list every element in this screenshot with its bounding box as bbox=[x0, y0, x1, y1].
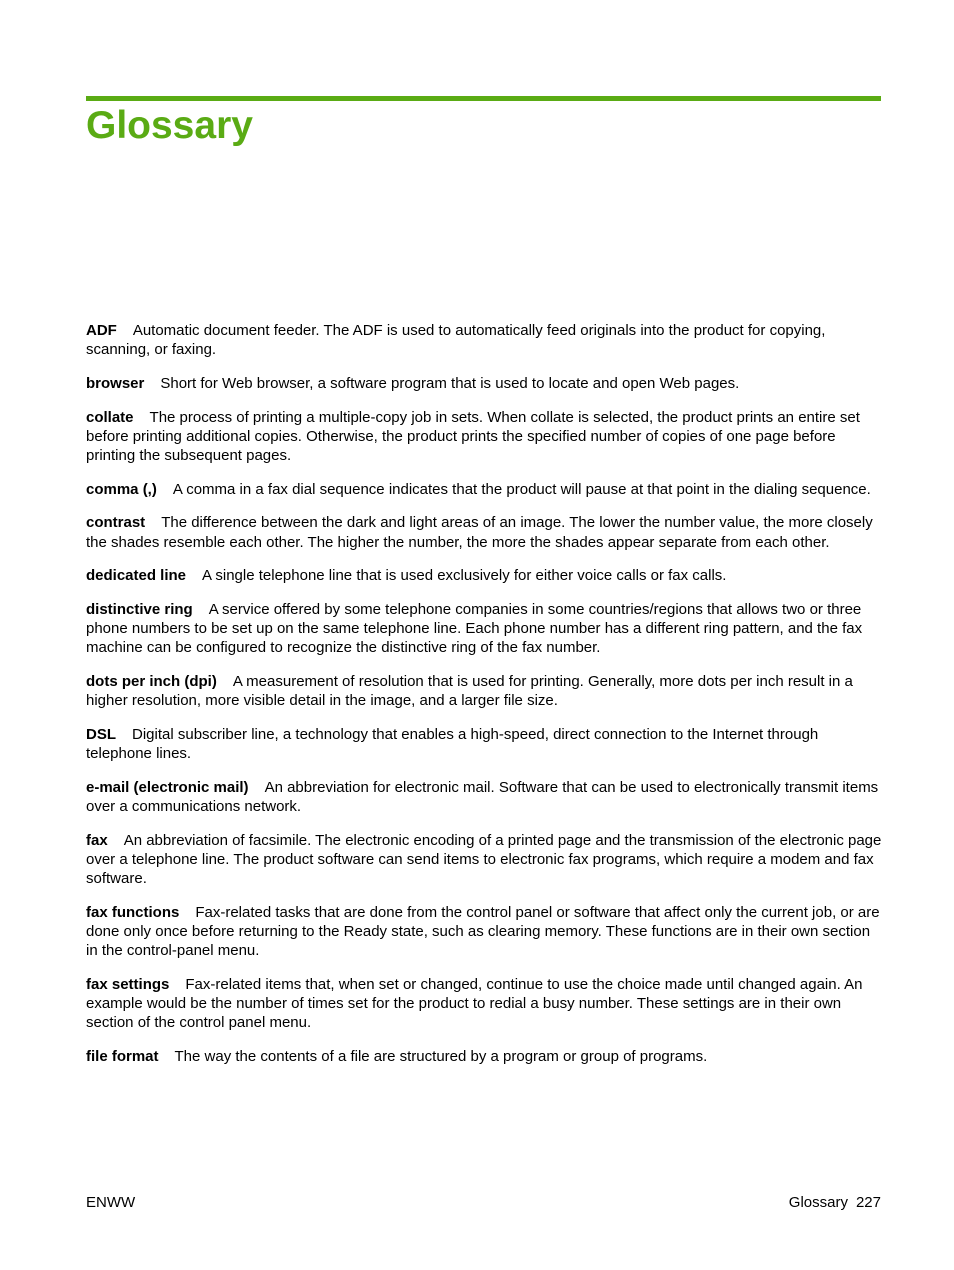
glossary-term: collate bbox=[86, 408, 134, 426]
glossary-term: ADF bbox=[86, 322, 117, 339]
glossary-entry bbox=[86, 725, 883, 763]
glossary-definition: A single telephone line that is used exclusively for either voice calls or fax calls. bbox=[202, 567, 727, 585]
glossary-entry bbox=[86, 903, 883, 961]
page-number: 227 bbox=[855, 1194, 881, 1211]
glossary-term: distinctive ring bbox=[86, 601, 193, 619]
glossary-definition: The way the contents of a file are structured by a program or group of programs. bbox=[174, 1048, 708, 1066]
glossary-entry bbox=[86, 831, 883, 889]
glossary-entry bbox=[86, 1047, 883, 1066]
glossary-term: fax bbox=[86, 831, 108, 849]
glossary-term: fax settings bbox=[86, 976, 170, 994]
glossary-term: browser bbox=[86, 374, 145, 392]
glossary-definition: Automatic document feeder. The ADF is used to automatically feed originals into the product for copying, scanning, or faxing. bbox=[86, 322, 826, 359]
glossary-entry bbox=[86, 321, 883, 359]
glossary-list bbox=[86, 321, 883, 1081]
page-title: Glossary bbox=[86, 104, 253, 147]
glossary-definition: A comma in a fax dial sequence indicates that the product will pause at that point in the dialing sequence. bbox=[172, 480, 871, 498]
footer-locale: ENWW bbox=[86, 1194, 136, 1211]
glossary-entry bbox=[86, 600, 883, 658]
glossary-definition: Fax-related tasks that are done from the control panel or software that affect only the current job, or are done only once before returning to the Ready state, such as clearing memory. These functions are in their own section in the control-panel menu. bbox=[86, 903, 880, 960]
glossary-definition: Short for Web browser, a software program that is used to locate and open Web pages. bbox=[160, 374, 740, 392]
glossary-term: file format bbox=[86, 1048, 159, 1066]
glossary-definition: Digital subscriber line, a technology that enables a high-speed, direct connection to the Internet through telephone lines. bbox=[86, 726, 819, 763]
glossary-term: DSL bbox=[86, 726, 116, 744]
glossary-term: contrast bbox=[86, 514, 146, 532]
glossary-entry bbox=[86, 975, 883, 1033]
footer-section: Glossary bbox=[788, 1194, 848, 1211]
glossary-entry bbox=[86, 672, 883, 710]
glossary-definition: A service offered by some telephone companies in some countries/regions that allows two or three phone numbers to be set up on the same telephone line. Each phone number has a different ring pattern, and the fax machine can be configured to recognize the distinctive ring of the fax number. bbox=[86, 601, 863, 657]
glossary-entry bbox=[86, 513, 883, 551]
glossary-entry bbox=[86, 778, 883, 816]
footer-page-info bbox=[789, 1193, 881, 1212]
glossary-term: dedicated line bbox=[86, 567, 187, 585]
glossary-entry bbox=[86, 480, 883, 499]
glossary-definition: The difference between the dark and light areas of an image. The lower the number value, the more closely the shades resemble each other. The higher the number, the more the shades appear separate from each other. bbox=[86, 514, 873, 551]
glossary-definition: Fax-related items that, when set or changed, continue to use the choice made until changed again. An example would be the number of times set for the product to redial a busy number. These settings are in their own section of the control panel menu. bbox=[86, 976, 863, 1032]
glossary-term: comma (,) bbox=[86, 480, 157, 498]
glossary-term: fax functions bbox=[86, 903, 180, 921]
glossary-definition: An abbreviation of facsimile. The electronic encoding of a printed page and the transmission of the electronic page over a telephone line. The product software can send items to electronic fax programs, which require a modem and fax software. bbox=[86, 831, 882, 888]
glossary-term: dots per inch (dpi) bbox=[86, 673, 217, 691]
glossary-entry bbox=[86, 408, 883, 466]
glossary-definition: An abbreviation for electronic mail. Software that can be used to electronically transmit items over a communications network. bbox=[86, 778, 879, 816]
glossary-definition: The process of printing a multiple-copy job in sets. When collate is selected, the product prints an entire set before printing additional copies. Otherwise, the product prints the specified number of copies of one page before printing the subsequent pages. bbox=[86, 408, 860, 465]
glossary-definition: A measurement of resolution that is used for printing. Generally, more dots per inch result in a higher resolution, more visible detail in the image, and a larger file size. bbox=[86, 673, 853, 710]
glossary-entry bbox=[86, 566, 883, 585]
glossary-entry bbox=[86, 374, 883, 393]
glossary-term: e-mail (electronic mail) bbox=[86, 778, 249, 796]
